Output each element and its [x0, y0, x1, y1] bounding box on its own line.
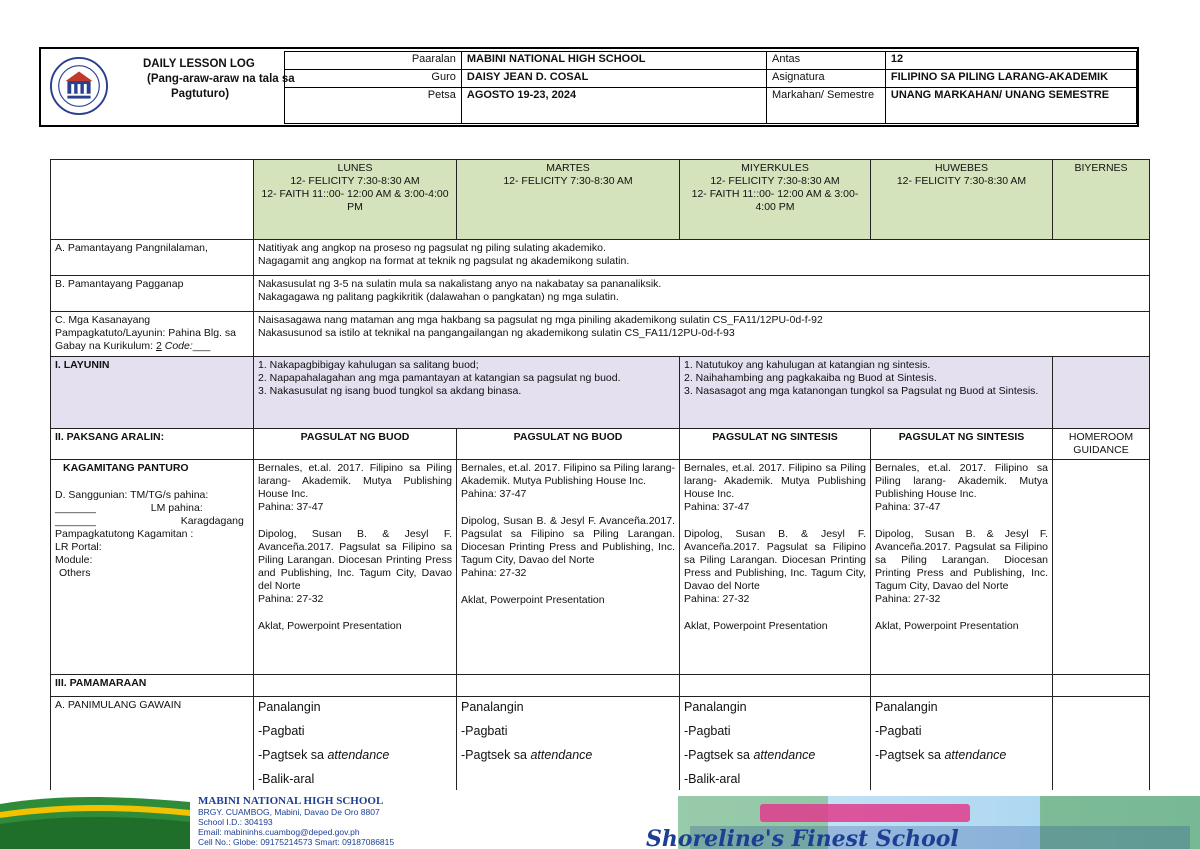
- row-paksang-aralin: [51, 429, 1150, 460]
- row-label: A. PANIMULANG GAWAIN: [51, 697, 254, 798]
- antas-label: Antas: [767, 52, 886, 70]
- guro-value: DAISY JEAN D. COSAL: [461, 70, 766, 88]
- panimula-lunes: Panalangin -Pagbati -Pagtsek sa attendance -Balik-aral: [254, 697, 457, 798]
- school-footer-banner: [0, 790, 1200, 849]
- header-title: DAILY LESSON LOG: [143, 58, 255, 70]
- empty-cell: [457, 675, 680, 697]
- day-header-biyernes: BIYERNES: [1053, 160, 1150, 240]
- header-subtitle-2: Pagtuturo): [171, 88, 230, 100]
- row-content: Naisasagawa nang mataman ang mga hakbang sa pagsulat ng mga piniling akademikong sulatin CS_FA11/12PU-0d-f-92 Nakasusunod sa istilo at teknikal na pangangailangan ng akademikong sulatin CS_FA11/12PU-0d-f-93: [254, 312, 1150, 357]
- kagamitan-miyerkules: Bernales, et.al. 2017. Filipino sa Piling larang- Akademik. Mutya Publishing House Inc. Pahina: 37-47 Dipolog, Susan B. & Jesyl F. Avanceña.2017. Pagsulat sa Filipino sa Piling Larangan. Diocesan Printing Press and Publishing, Inc. Tagum City, Davao del Norte Pahina: 27-32 Aklat, Powerpoint Presentation: [680, 460, 871, 675]
- row-label: I. LAYUNIN: [51, 357, 254, 429]
- day-header-huwebes: HUWEBES 12- FELICITY 7:30-8:30 AM: [871, 160, 1053, 240]
- lesson-log-header: [39, 47, 1139, 127]
- header-subtitle: (Pang-araw-araw na tala sa: [147, 73, 295, 85]
- row-kasanayang: [51, 312, 1150, 357]
- empty-cell: [254, 675, 457, 697]
- row-kagamitan: [51, 460, 1150, 675]
- left-green-wave-dark: [0, 817, 190, 849]
- header-info-table: [284, 51, 1137, 124]
- row-content: Natitiyak ang angkop na proseso ng pagsulat ng piling sulating akademiko. Nagagamit ang angkop na format at teknik ng pagsulat ng akademikong sulatin.: [254, 240, 1150, 276]
- footer-cell: Cell No.: Globe: 09175214573 Smart: 09187086815: [198, 837, 395, 847]
- row-pamamaraan: [51, 675, 1150, 697]
- day-header-miyerkules: MIYERKULES 12- FELICITY 7:30-8:30 AM 12- FAITH 11::00- 12:00 AM & 3:00-4:00 PM: [680, 160, 871, 240]
- paksa-huwebes: PAGSULAT NG SINTESIS: [871, 429, 1053, 460]
- row-label: KAGAMITANG PANTURO D. Sanggunian: TM/TG/s pahina: _______ LM pahina: _______ Karagdagang Pampagkatutong Kagamitan : LR Portal: Module: Others: [51, 460, 254, 675]
- row-pamantayang-pagganap: [51, 276, 1150, 312]
- deped-seal-icon: [50, 57, 108, 115]
- empty-cell: [680, 675, 871, 697]
- row-content: Nakasusulat ng 3-5 na sulatin mula sa nakalistang anyo na nakabatay sa pananaliksik. Nakagagawa ng palitang pagkikritik (dalawahan o pangkatan) ng mga sulatin.: [254, 276, 1150, 312]
- days-header-row: [51, 160, 1150, 240]
- empty-cell: [871, 675, 1053, 697]
- row-label: A. Pamantayang Pangnilalaman,: [51, 240, 254, 276]
- empty-cell: [1053, 675, 1150, 697]
- row-label: II. PAKSANG ARALIN:: [51, 429, 254, 460]
- paksa-martes: PAGSULAT NG BUOD: [457, 429, 680, 460]
- kagamitan-martes: Bernales, et.al. 2017. Filipino sa Piling larang- Akademik. Mutya Publishing House Inc. Pahina: 37-47 Dipolog, Susan B. & Jesyl F. Avanceña.2017. Pagsulat sa Filipino sa Piling Larangan. Diocesan Printing Press and Publishing, Inc. Tagum City, Davao del Norte Pahina: 27-32 Aklat, Powerpoint Presentation: [457, 460, 680, 675]
- row-layunin: [51, 357, 1150, 429]
- petsa-label: Petsa: [285, 88, 462, 124]
- footer-school-name: MABINI NATIONAL HIGH SCHOOL: [198, 795, 384, 807]
- panimula-miyerkules: Panalangin -Pagbati -Pagtsek sa attendance -Balik-aral: [680, 697, 871, 798]
- row-label: B. Pamantayang Pagganap: [51, 276, 254, 312]
- row-label: III. PAMAMARAAN: [51, 675, 254, 697]
- day-header-lunes: LUNES 12- FELICITY 7:30-8:30 AM 12- FAITH 11::00- 12:00 AM & 3:00-4:00 PM: [254, 160, 457, 240]
- banner-sign: [760, 804, 970, 822]
- kagamitan-biyernes: [1053, 460, 1150, 675]
- day-header-martes: MARTES 12- FELICITY 7:30-8:30 AM: [457, 160, 680, 240]
- layunin-buod: 1. Nakapagbibigay kahulugan sa salitang buod; 2. Napapahalagahan ang mga pamantayan at katangian sa pagsulat ng buod. 3. Nakasusulat ng isang buod tungkol sa akdang binasa.: [254, 357, 680, 429]
- markahan-value: UNANG MARKAHAN/ UNANG SEMESTRE: [885, 88, 1136, 124]
- markahan-label: Markahan/ Semestre: [767, 88, 886, 124]
- row-label: C. Mga Kasanayang Pampagkatuto/Layunin: Pahina Blg. sa Gabay na Kurikulum: 2 Code:___: [51, 312, 254, 357]
- kagamitan-lunes: Bernales, et.al. 2017. Filipino sa Piling larang- Akademik. Mutya Publishing House Inc. Pahina: 37-47 Dipolog, Susan B. & Jesyl F. Avanceña.2017. Pagsulat sa Filipino sa Piling Larangan. Diocesan Printing Press and Publishing, Inc. Tagum City, Davao del Norte Pahina: 27-32 Aklat, Powerpoint Presentation: [254, 460, 457, 675]
- kagamitan-huwebes: Bernales, et.al. 2017. Filipino sa Piling larang- Akademik. Mutya Publishing House Inc. Pahina: 37-47 Dipolog, Susan B. & Jesyl F. Avanceña.2017. Pagsulat sa Filipino sa Piling Larangan. Diocesan Printing Press and Publishing, Inc. Tagum City, Davao del Norte Pahina: 27-32 Aklat, Powerpoint Presentation: [871, 460, 1053, 675]
- row-pamantayang-pangnilalaman: [51, 240, 1150, 276]
- layunin-sintesis: 1. Natutukoy ang kahulugan at katangian ng sintesis. 2. Naihahambing ang pagkakaiba ng Buod at Sintesis. 3. Nasasagot ang mga katanongan tungkol sa Pagsulat ng Buod at Sintesis.: [680, 357, 1053, 429]
- paaralan-value: MABINI NATIONAL HIGH SCHOOL: [461, 52, 766, 70]
- footer-address: BRGY. CUAMBOG, Mabini, Davao De Oro 8807: [198, 807, 380, 817]
- paksa-miyerkules: PAGSULAT NG SINTESIS: [680, 429, 871, 460]
- footer-school-id: School I.D.: 304193: [198, 817, 273, 827]
- paksa-lunes: PAGSULAT NG BUOD: [254, 429, 457, 460]
- lesson-plan-table: [50, 159, 1150, 798]
- layunin-biyernes: [1053, 357, 1150, 429]
- empty-corner-cell: [51, 160, 254, 240]
- panimula-biyernes: [1053, 697, 1150, 798]
- row-panimulang-gawain: [51, 697, 1150, 798]
- panimula-martes: Panalangin -Pagbati -Pagtsek sa attendance: [457, 697, 680, 798]
- petsa-value: AGOSTO 19-23, 2024: [461, 88, 766, 124]
- footer-email: Email: mabininhs.cuambog@deped.gov.ph: [198, 827, 360, 837]
- panimula-huwebes: Panalangin -Pagbati -Pagtsek sa attendance: [871, 697, 1053, 798]
- guro-label: Guro: [285, 70, 462, 88]
- antas-value: 12: [885, 52, 1136, 70]
- asignatura-value: FILIPINO SA PILING LARANG-AKADEMIK: [885, 70, 1136, 88]
- asignatura-label: Asignatura: [767, 70, 886, 88]
- paksa-biyernes: HOMEROOM GUIDANCE: [1053, 429, 1150, 460]
- footer-tagline: Shoreline's Finest School: [646, 826, 959, 849]
- paaralan-label: Paaralan: [285, 52, 462, 70]
